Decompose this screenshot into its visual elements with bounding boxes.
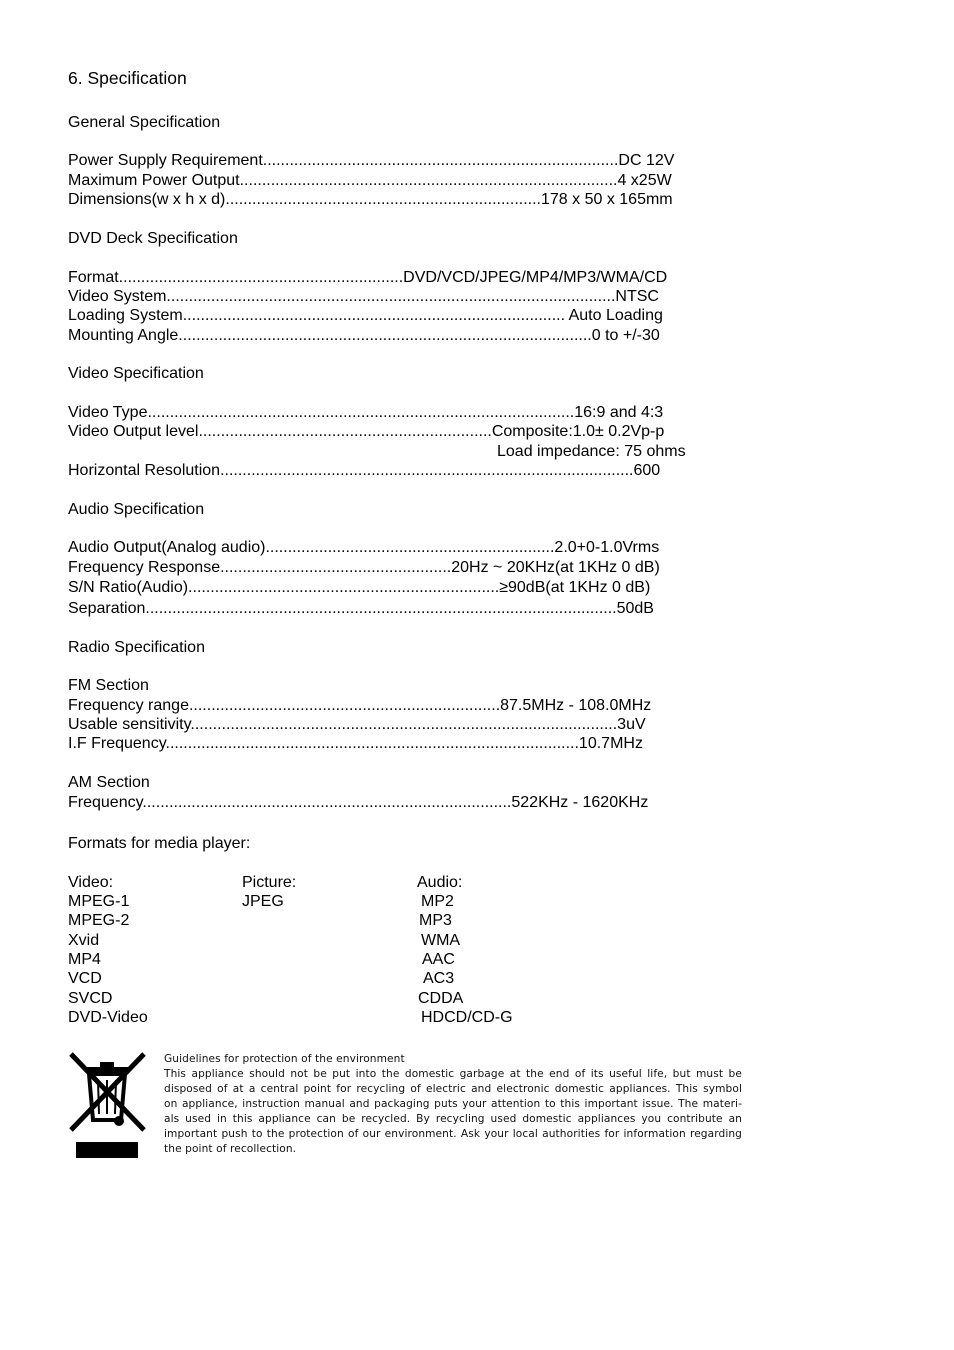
spec-row: Separation..........................................................................................................50dB — [68, 600, 654, 617]
audio-formats-heading: Audio: — [417, 874, 463, 891]
audio-format-item: MP2 — [421, 893, 454, 910]
environment-notice — [164, 1052, 742, 1157]
video-format-item: VCD — [68, 970, 102, 987]
spec-row: Video System.....................................................................................................NTSC — [68, 288, 659, 305]
spec-row: Horizontal Resolution.............................................................................................600 — [68, 462, 661, 479]
formats-heading: Formats for media player: — [68, 835, 251, 852]
environment-line: disposed of at a central point for recycling of electric and electronic domestic appliances. This symbol — [164, 1083, 742, 1095]
picture-format-item: JPEG — [242, 893, 284, 910]
video-format-item: SVCD — [68, 990, 113, 1007]
fm-heading: FM Section — [68, 677, 149, 694]
spec-row: Format................................................................DVD/VCD/JPEG/MP4/MP3/WMA/CD — [68, 269, 668, 286]
spec-row: Dimensions(w x h x d).......................................................................178 x 50 x 165mm — [68, 191, 673, 208]
dvd-heading: DVD Deck Specification — [68, 230, 238, 247]
environment-line: This appliance should not be put into the domestic garbage at the end of its useful life, but must be — [164, 1068, 742, 1080]
spec-row: Frequency range......................................................................87.5MHz - 108.0MHz — [68, 697, 652, 714]
video-heading: Video Specification — [68, 365, 204, 382]
video-format-item: MP4 — [68, 951, 101, 968]
video-formats-heading: Video: — [68, 874, 114, 891]
am-heading: AM Section — [68, 774, 150, 791]
section-title: 6. Specification — [68, 68, 187, 88]
audio-format-item: AC3 — [423, 970, 455, 987]
spec-row: Maximum Power Output.....................................................................................4 x25W — [68, 172, 672, 189]
audio-heading: Audio Specification — [68, 501, 205, 518]
spec-row: Frequency...................................................................................522KHz - 1620KHz — [68, 794, 649, 811]
environment-title: Guidelines for protection of the environment — [164, 1053, 405, 1065]
video-format-item: Xvid — [68, 932, 100, 949]
spec-row: Power Supply Requirement................................................................................DC 12V — [68, 152, 675, 169]
spec-row: Frequency Response....................................................20Hz ~ 20KHz(at 1KHz 0 dB) — [68, 559, 660, 576]
crossed-out-wheelie-bin-icon — [68, 1052, 148, 1160]
spec-row: Audio Output(Analog audio).................................................................2.0+0-1.0Vrms — [68, 539, 660, 556]
spec-row-continuation: Load impedance: 75 ohms — [497, 443, 686, 460]
spec-row: I.F Frequency.............................................................................................10.7MHz — [68, 735, 643, 752]
video-format-item: DVD-Video — [68, 1009, 148, 1026]
audio-format-item: WMA — [421, 932, 461, 949]
environment-line: on appliance, instruction manual and packaging puts your attention to this important issue. The materi- — [164, 1098, 742, 1110]
general-heading: General Specification — [68, 114, 221, 131]
audio-format-item: AAC — [422, 951, 455, 968]
spec-row: Usable sensitivity................................................................................................3uV — [68, 716, 646, 733]
audio-format-item: MP3 — [419, 912, 452, 929]
environment-line: als used in this appliance can be recycled. By recycling used domestic appliances you contribute an — [164, 1113, 742, 1125]
radio-heading: Radio Specification — [68, 639, 205, 656]
spec-row: Video Output level..................................................................Composite:1.0± 0.2Vp-p — [68, 423, 665, 440]
spec-row: Mounting Angle.............................................................................................0 to +/-30 — [68, 327, 660, 344]
spec-row: S/N Ratio(Audio)......................................................................≥90dB(at 1KHz 0 dB) — [68, 579, 651, 596]
video-format-item: MPEG-2 — [68, 912, 130, 929]
audio-format-item: HDCD/CD-G — [421, 1009, 513, 1026]
video-format-item: MPEG-1 — [68, 893, 130, 910]
audio-format-item: CDDA — [418, 990, 464, 1007]
picture-formats-heading: Picture: — [242, 874, 297, 891]
environment-line: the point of recollection. — [164, 1143, 297, 1155]
spec-row: Loading System...................................................................................... Auto Loading — [68, 307, 663, 324]
environment-line: important push to the protection of our environment. Ask your local authorities for information regarding — [164, 1128, 742, 1140]
spec-row: Video Type................................................................................................16:9 and 4:3 — [68, 404, 664, 421]
